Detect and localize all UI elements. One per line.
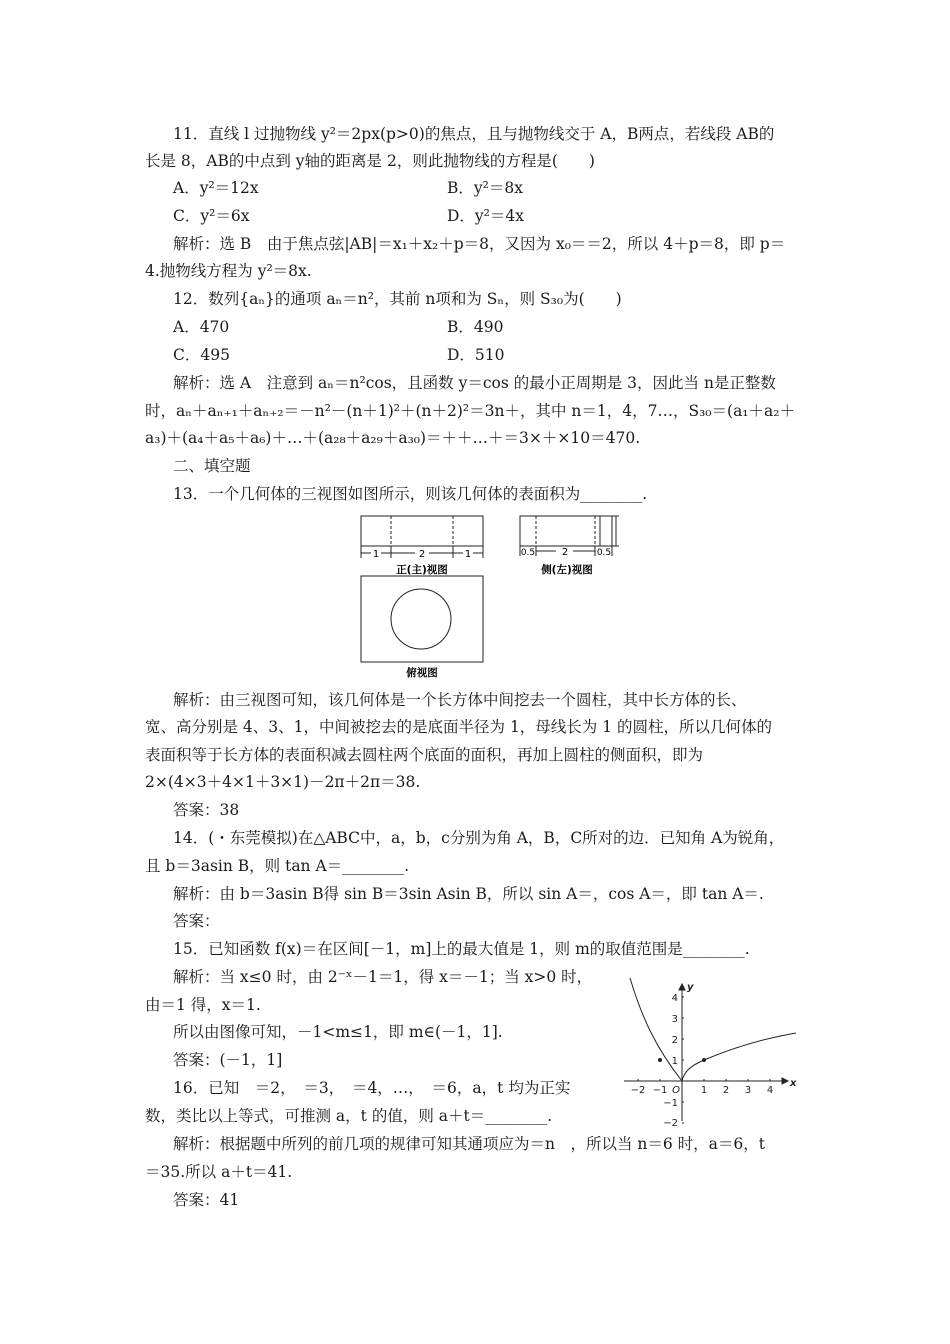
x-axis-arrow (782, 1078, 788, 1084)
y-tick-2: 2 (671, 1035, 678, 1046)
q16-solution-line1: 解析：根据题中所列的前几项的规律可知其通项应为＝n ，所以当 n＝6 时，a＝6，t (173, 1135, 766, 1153)
q12-solution-line2: 时，aₙ＋aₙ₊₁＋aₙ₊₂＝－n²－(n＋1)²＋(n＋2)²＝3n＋，其中 n＝1，4，7…，S₃₀＝(a₁＋a₂＋ (145, 402, 795, 420)
front-dim-right: 1 (464, 549, 472, 560)
q16-answer: 答案：41 (173, 1191, 240, 1209)
curve-right-branch (682, 1033, 796, 1081)
y-tick-4: 4 (671, 993, 678, 1004)
front-view-label: 正(主)视图 (396, 564, 448, 576)
x-tick-3: 3 (744, 1085, 752, 1096)
front-dim-middle: 2 (418, 549, 426, 560)
q11-solution-line1: 解析：选 B 由于焦点弦|AB|＝x₁＋x₂＋p＝8，又因为 x₀＝＝2，所以 4＋p＝8，即 p＝ (173, 235, 786, 253)
y-tick-neg2: −2 (663, 1118, 678, 1126)
q12-stem: 12．数列{aₙ}的通项 aₙ＝n²，其前 n项和为 Sₙ，则 S₃₀为( ) (173, 290, 622, 308)
q12-option-b: B．490 (447, 318, 504, 336)
front-dim-left: 1 (372, 549, 380, 560)
q14-stem-line2: 且 b＝3asin B，则 tan A＝________. (145, 857, 410, 875)
q13-answer: 答案：38 (173, 801, 240, 819)
q13-stem: 13．一个几何体的三视图如图所示，则该几何体的表面积为________. (173, 485, 648, 503)
q16-stem-line2: 数，类比以上等式，可推测 a，t 的值，则 a＋t＝________. (145, 1107, 553, 1125)
q15-solution-line2: 由＝1 得，x＝1. (145, 996, 261, 1014)
side-dim-middle: 2 (561, 547, 569, 558)
x-tick-neg1: −1 (652, 1085, 668, 1096)
q13-solution-line3: 表面积等于长方体的表面积减去圆柱两个底面的面积，再加上圆柱的侧面积，即为 (145, 746, 704, 764)
top-view-label: 俯视图 (406, 667, 438, 679)
q13-solution-line2: 宽、高分别是 4、3、1，中间被挖去的是底面半径为 1，母线长为 1 的圆柱，所以几何体的 (145, 718, 773, 736)
q15-solution-line3: 所以由图像可知，－1<m≤1，即 m∈(－1，1]. (173, 1023, 503, 1041)
q12-solution-line1: 解析：选 A 注意到 aₙ＝n²cos，且函数 y＝cos 的最小正周期是 3，因此当 n是正整数 (173, 374, 776, 392)
q11-option-a: A．y²＝12x (173, 179, 259, 197)
point-neg1-1 (658, 1058, 662, 1062)
q15-stem: 15．已知函数 f(x)＝在区间[－1，m]上的最大值是 1，则 m的取值范围是________. (173, 940, 750, 958)
side-view-label: 侧(左)视图 (541, 564, 593, 576)
q11-stem-line1: 11．直线 l 过抛物线 y²＝2px(p>0)的焦点，且与抛物线交于 A，B两点，若线段 AB的 (173, 125, 775, 143)
q15-answer: 答案：(－1，1] (173, 1051, 283, 1069)
q15-solution-line1: 解析：当 x≤0 时，由 2⁻ˣ－1＝1，得 x＝－1；当 x>0 时， (173, 968, 593, 986)
x-tick-2: 2 (722, 1085, 730, 1096)
top-view (361, 576, 483, 662)
q11-option-b: B．y²＝8x (447, 179, 523, 197)
q12-option-c: C．495 (173, 346, 230, 364)
point-1-1 (702, 1058, 706, 1062)
q14-solution: 解析：由 b＝3asin B得 sin B＝3sin Asin B，所以 sin A＝，cos A＝，即 tan A＝. (173, 885, 764, 903)
y-axis-arrow (679, 984, 685, 990)
three-view-figure (355, 512, 620, 682)
q11-option-d: D．y²＝4x (447, 207, 525, 225)
y-tick-3: 3 (671, 1014, 678, 1025)
q16-stem-line1: 16．已知 ＝2， ＝3， ＝4，…， ＝6，a，t 均为正实 (173, 1079, 571, 1097)
q12-solution-line3: a₃)＋(a₄＋a₅＋a₆)＋…＋(a₂₈＋a₂₉＋a₃₀)＝＋＋…＋＝3×＋×10＝470. (145, 429, 641, 447)
q14-stem-line1: 14．(・东莞模拟)在△ABC中，a，b，c分别为角 A，B，C所对的边．已知角 A为锐角， (173, 829, 785, 847)
q13-solution-line1: 解析：由三视图可知，该几何体是一个长方体中间挖去一个圆柱，其中长方体的长、 (173, 691, 747, 709)
x-tick-neg2: −2 (630, 1085, 646, 1096)
side-dim-left: 0.5 (520, 548, 536, 558)
x-tick-4: 4 (766, 1085, 774, 1096)
q12-option-d: D．510 (447, 346, 505, 364)
q11-solution-line2: 4.抛物线方程为 y²＝8x. (145, 262, 312, 280)
side-dim-right: 0.5 (596, 548, 612, 558)
q16-solution-line2: ＝35.所以 a＋t＝41. (145, 1163, 293, 1181)
q14-answer: 答案： (173, 912, 220, 930)
y-tick-1: 1 (671, 1056, 678, 1067)
q12-option-a: A．470 (173, 318, 230, 336)
section-heading-fill-in: 二、填空题 (173, 457, 251, 475)
x-tick-1: 1 (700, 1085, 708, 1096)
function-graph (620, 976, 800, 1126)
q13-solution-line4: 2×(4×3＋4×1＋3×1)－2π＋2π＝38. (145, 773, 421, 791)
x-axis-label: x (790, 1078, 797, 1089)
q11-option-c: C．y²＝6x (173, 207, 250, 225)
origin-label: O (672, 1085, 680, 1096)
q11-stem-line2: 长是 8，AB的中点到 y轴的距离是 2，则此抛物线的方程是( ) (145, 152, 595, 170)
y-tick-neg1: −1 (663, 1098, 678, 1109)
y-axis-label: y (687, 982, 694, 993)
